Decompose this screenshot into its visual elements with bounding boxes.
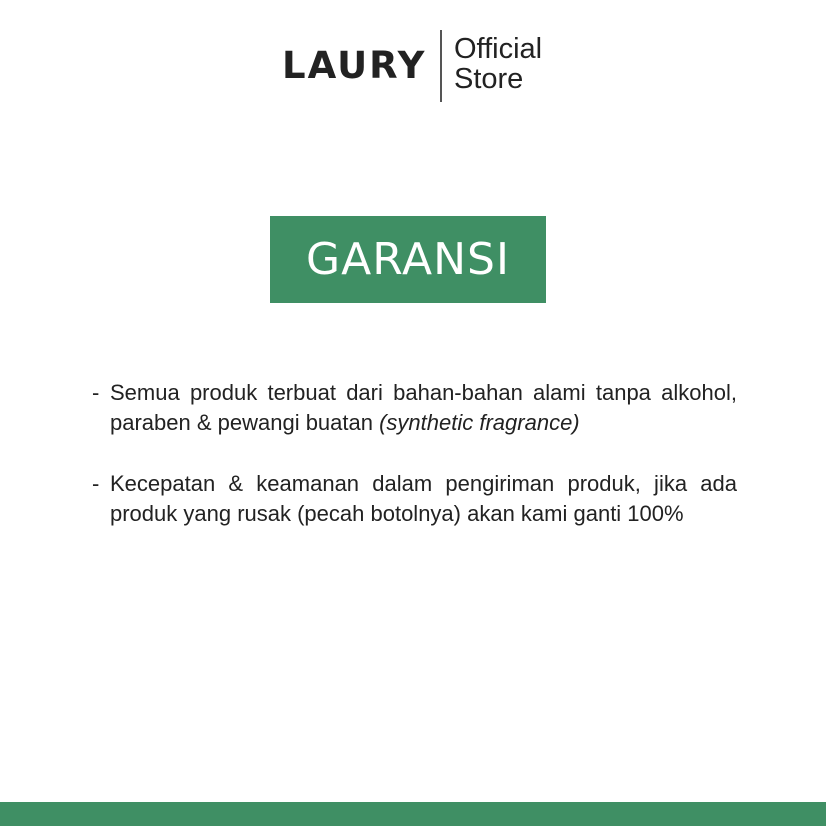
tagline-line-2: Store [454, 63, 524, 95]
page-title: GARANSI [306, 234, 510, 285]
bullet-text [110, 378, 737, 438]
bullet-text-main: Semua produk terbuat dari bahan-bahan alami tanpa alkohol, paraben & pewangi buatan [110, 380, 737, 435]
footer-bar [0, 802, 826, 826]
list-item [92, 378, 737, 438]
brand-logo: LAURY [282, 44, 427, 87]
tagline-line-1: Official [454, 33, 543, 65]
bullet-dash: - [92, 380, 100, 405]
title-banner [270, 216, 546, 303]
warranty-list [92, 378, 737, 560]
bullet-text-main: Kecepatan & keamanan dalam pengiriman produk, jika ada produk yang rusak (pecah botolnya) akan kami ganti 100% [110, 471, 737, 526]
bullet-dash: - [92, 471, 100, 496]
store-tagline [454, 34, 542, 94]
bullet-text [110, 469, 737, 529]
list-item [92, 469, 737, 529]
logo-divider [440, 30, 442, 102]
bullet-text-italic: (synthetic fragrance) [379, 410, 580, 435]
